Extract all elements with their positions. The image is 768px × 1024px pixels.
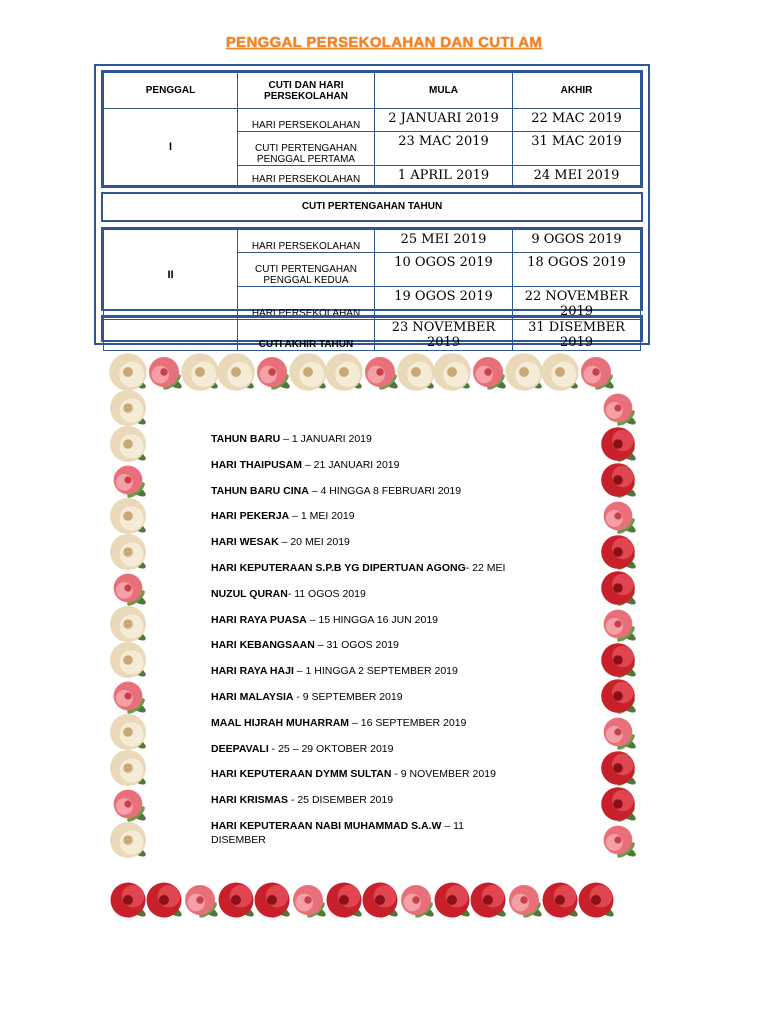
holiday-item xyxy=(211,509,531,535)
holiday-date: – 15 HINGGA 16 JUN 2019 xyxy=(306,613,439,626)
row-start: 25 MEI 2019 xyxy=(375,230,513,253)
holiday-date: - 25 DISEMBER 2019 xyxy=(288,794,394,807)
year-end-block xyxy=(101,315,643,350)
holiday-name: DEEPAVALI xyxy=(211,742,269,755)
mid-year-label: CUTI PERTENGAHAN TAHUN xyxy=(301,201,443,212)
holiday-item xyxy=(211,716,531,742)
header-mula: MULA xyxy=(375,73,513,109)
row-end: 22 MAC 2019 xyxy=(513,109,641,132)
holiday-date: - 9 NOVEMBER 2019 xyxy=(391,768,496,781)
holiday-item xyxy=(211,432,531,458)
holiday-date: - 22 MEI xyxy=(465,561,506,574)
row-start: 10 OGOS 2019 xyxy=(375,253,513,287)
holiday-name: HARI MALAYSIA xyxy=(211,690,294,703)
holiday-item xyxy=(211,484,531,510)
row-desc: CUTI PERTENGAHAN PENGGAL PERTAMA xyxy=(238,132,375,166)
header-cuti: CUTI DAN HARI PERSEKOLAHAN xyxy=(238,73,375,109)
holiday-date: – 16 SEPTEMBER 2019 xyxy=(349,716,467,729)
holiday-name: HARI THAIPUSAM xyxy=(211,458,302,471)
holiday-date: – 1 MEI 2019 xyxy=(289,510,355,523)
row-desc: HARI PERSEKOLAHAN xyxy=(238,287,375,320)
page-title: PENGGAL PERSEKOLAHAN DAN CUTI AM xyxy=(225,34,543,51)
row-start: 19 OGOS 2019 xyxy=(375,287,513,320)
holiday-name: TAHUN BARU CINA xyxy=(211,484,309,497)
holiday-date: – 21 JANUARI 2019 xyxy=(302,458,400,471)
year-end-end: 31 DISEMBER 2019 xyxy=(513,318,641,351)
holiday-item xyxy=(211,819,511,847)
holiday-name: HARI RAYA PUASA xyxy=(211,613,307,626)
row-end: 31 MAC 2019 xyxy=(513,132,641,166)
holiday-item xyxy=(211,587,531,613)
holiday-item xyxy=(211,767,531,793)
header-penggal: PENGGAL xyxy=(104,73,238,109)
row-desc: CUTI PERTENGAHAN PENGGAL KEDUA xyxy=(238,253,375,287)
header-akhir: AKHIR xyxy=(513,73,641,109)
row-desc: HARI PERSEKOLAHAN xyxy=(238,109,375,132)
term-1-block xyxy=(101,70,643,188)
holiday-item xyxy=(211,535,531,561)
row-end: 18 OGOS 2019 xyxy=(513,253,641,287)
holiday-item xyxy=(211,793,531,819)
holiday-item xyxy=(211,690,531,716)
holiday-item xyxy=(211,613,531,639)
holiday-name: NUZUL QURAN xyxy=(211,587,288,600)
row-start: 1 APRIL 2019 xyxy=(375,166,513,186)
term-label: II xyxy=(104,230,238,320)
row-end: 24 MEI 2019 xyxy=(513,166,641,186)
term-2-block xyxy=(101,227,643,319)
holiday-date: - 9 SEPTEMBER 2019 xyxy=(293,690,403,703)
row-start: 23 MAC 2019 xyxy=(375,132,513,166)
holiday-date: – 11 DISEMBER xyxy=(211,819,464,846)
row-start: 2 JANUARI 2019 xyxy=(375,109,513,132)
row-end: 9 OGOS 2019 xyxy=(513,230,641,253)
year-end-start: 23 NOVEMBER 2019 xyxy=(375,318,513,351)
holiday-name: HARI KEPUTERAAN S.P.B YG DIPERTUAN AGONG xyxy=(211,561,466,574)
holiday-name: HARI KRISMAS xyxy=(211,794,289,807)
holiday-name: MAAL HIJRAH MUHARRAM xyxy=(211,716,350,729)
holiday-date: – 1 JANUARI 2019 xyxy=(280,433,372,445)
holiday-date: – 20 MEI 2019 xyxy=(278,536,350,549)
holiday-date: – 1 HINGGA 2 SEPTEMBER 2019 xyxy=(293,665,458,678)
term-label: I xyxy=(104,109,238,186)
year-end-desc: CUTI AKHIR TAHUN xyxy=(238,318,375,351)
holiday-list xyxy=(211,432,531,847)
holiday-item xyxy=(211,561,531,587)
holiday-date: - 11 OGOS 2019 xyxy=(287,587,366,600)
holiday-item xyxy=(211,638,531,664)
holiday-item xyxy=(211,458,531,484)
holiday-date: - 25 – 29 OKTOBER 2019 xyxy=(268,742,394,755)
holiday-date: – 4 HINGGA 8 FEBRUARI 2019 xyxy=(308,484,462,497)
row-desc: HARI PERSEKOLAHAN xyxy=(238,166,375,186)
holiday-item xyxy=(211,664,531,690)
holiday-name: HARI WESAK xyxy=(211,536,279,549)
school-term-table xyxy=(94,64,650,350)
holiday-name: HARI KEPUTERAAN DYMM SULTAN xyxy=(211,768,392,781)
holiday-name: HARI KEBANGSAAN xyxy=(211,639,315,652)
holiday-name: HARI RAYA HAJI xyxy=(211,665,294,678)
mid-year-block xyxy=(101,192,643,222)
holiday-date: – 31 OGOS 2019 xyxy=(314,639,399,652)
holiday-name: HARI KEPUTERAAN NABI MUHAMMAD S.A.W xyxy=(211,819,442,832)
holiday-name: HARI PEKERJA xyxy=(211,510,290,523)
row-end: 22 NOVEMBER 2019 xyxy=(513,287,641,320)
holiday-item xyxy=(211,742,531,768)
row-desc: HARI PERSEKOLAHAN xyxy=(238,230,375,253)
holiday-name: TAHUN BARU xyxy=(211,433,281,445)
